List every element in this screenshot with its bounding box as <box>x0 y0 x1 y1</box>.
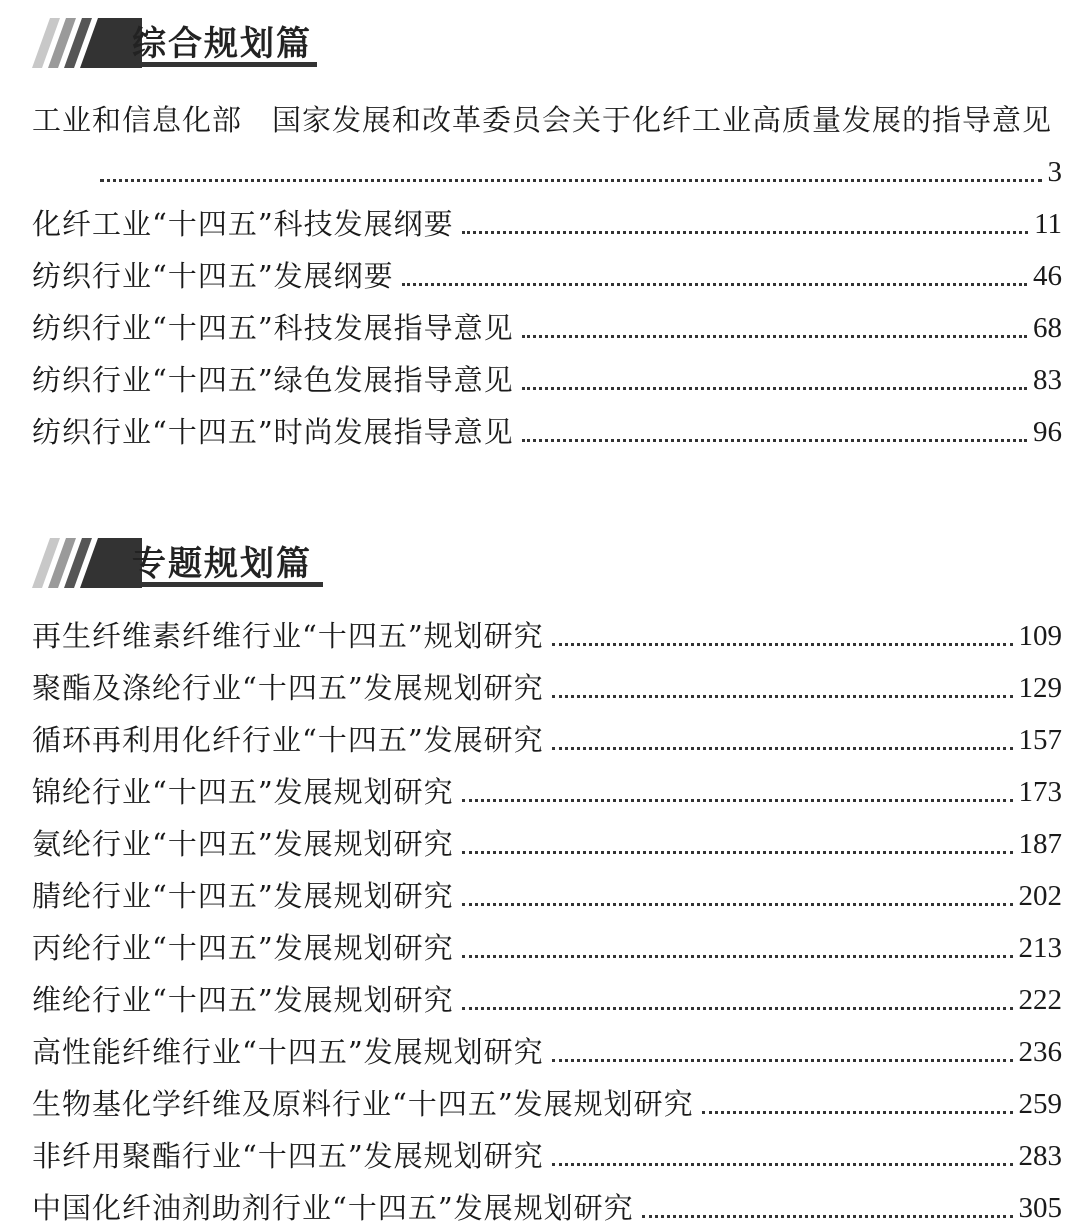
entry-page: 157 <box>1018 724 1062 756</box>
toc-entry[interactable] <box>32 308 1062 348</box>
entry-title: 非纤用聚酯行业“十四五”发展规划研究 <box>32 1139 544 1173</box>
toc-entry[interactable] <box>32 1032 1062 1072</box>
leader-dots <box>522 387 1027 390</box>
toc-entry[interactable] <box>32 1136 1062 1176</box>
toc-entry[interactable] <box>32 720 1062 760</box>
toc-entry[interactable] <box>32 256 1062 296</box>
entry-title: 纺织行业“十四五”时尚发展指导意见 <box>32 415 514 449</box>
entry-title: 锦纶行业“十四五”发展规划研究 <box>32 775 454 809</box>
entry-page: 109 <box>1018 620 1062 652</box>
entry-title: 聚酯及涤纶行业“十四五”发展规划研究 <box>32 671 544 705</box>
entry-page: 213 <box>1018 932 1062 964</box>
toc-entry[interactable] <box>32 824 1062 864</box>
entry-title: 中国化纤油剂助剂行业“十四五”发展规划研究 <box>32 1191 634 1225</box>
entry-title: 维纶行业“十四五”发展规划研究 <box>32 983 454 1017</box>
toc-entry[interactable] <box>32 668 1062 708</box>
toc-entry[interactable] <box>32 1084 1062 1124</box>
leader-dots <box>462 955 1013 958</box>
entry-page: 11 <box>1034 208 1062 240</box>
entry-page: 3 <box>1047 156 1062 188</box>
entry-title: 再生纤维素纤维行业“十四五”规划研究 <box>32 619 544 653</box>
leader-dots <box>462 799 1013 802</box>
section-header <box>0 0 1080 72</box>
entry-title: 纺织行业“十四五”发展纲要 <box>32 259 394 293</box>
entry-title: 氨纶行业“十四五”发展规划研究 <box>32 827 454 861</box>
leader-dots <box>552 695 1013 698</box>
leader-dots <box>522 439 1027 442</box>
entry-page: 129 <box>1018 672 1062 704</box>
section-general-planning <box>0 0 1080 449</box>
leader-dots <box>702 1111 1013 1114</box>
leader-dots <box>552 643 1013 646</box>
entry-title: 丙纶行业“十四五”发展规划研究 <box>32 931 454 965</box>
section-title: 专题规划篇 <box>132 544 312 584</box>
entry-page: 259 <box>1018 1088 1062 1120</box>
entry-page: 96 <box>1033 416 1062 448</box>
entry-title: 纺织行业“十四五”绿色发展指导意见 <box>32 363 514 397</box>
entry-title: 高性能纤维行业“十四五”发展规划研究 <box>32 1035 544 1069</box>
toc-entry[interactable] <box>92 152 1062 192</box>
leader-dots <box>462 231 1028 234</box>
entry-page: 83 <box>1033 364 1062 396</box>
leader-dots <box>462 903 1013 906</box>
toc-entry[interactable] <box>32 980 1062 1020</box>
leader-dots <box>100 179 1042 182</box>
entry-page: 173 <box>1018 776 1062 808</box>
leader-dots <box>462 851 1013 854</box>
stripes-icon <box>32 538 142 588</box>
leader-dots <box>552 1163 1013 1166</box>
section-special-planning <box>0 520 1080 1225</box>
entry-title: 工业和信息化部 国家发展和改革委员会关于化纤工业高质量发展的指导意见 <box>32 103 1053 137</box>
entry-page: 46 <box>1033 260 1062 292</box>
toc-entry[interactable] <box>32 1188 1062 1228</box>
entry-page: 187 <box>1018 828 1062 860</box>
toc-entry[interactable] <box>32 204 1062 244</box>
toc-entry[interactable] <box>32 412 1062 452</box>
leader-dots <box>402 283 1027 286</box>
toc-entry[interactable] <box>32 772 1062 812</box>
leader-dots <box>642 1215 1013 1218</box>
entry-title: 腈纶行业“十四五”发展规划研究 <box>32 879 454 913</box>
leader-dots <box>552 1059 1013 1062</box>
entry-page: 68 <box>1033 312 1062 344</box>
leader-dots <box>552 747 1013 750</box>
entry-title: 生物基化学纤维及原料行业“十四五”发展规划研究 <box>32 1087 694 1121</box>
toc-entry[interactable] <box>32 928 1062 968</box>
entry-page: 202 <box>1018 880 1062 912</box>
leader-dots <box>462 1007 1013 1010</box>
section-title: 综合规划篇 <box>132 24 312 64</box>
section-header <box>0 520 1080 592</box>
entry-page: 236 <box>1018 1036 1062 1068</box>
toc-entry[interactable] <box>32 100 1062 140</box>
entry-title: 循环再利用化纤行业“十四五”发展研究 <box>32 723 544 757</box>
stripes-icon <box>32 18 142 68</box>
toc-entry[interactable] <box>32 360 1062 400</box>
entry-page: 305 <box>1018 1192 1062 1224</box>
toc-entry[interactable] <box>32 616 1062 656</box>
entry-page: 283 <box>1018 1140 1062 1172</box>
entry-title: 化纤工业“十四五”科技发展纲要 <box>32 207 454 241</box>
entry-title: 纺织行业“十四五”科技发展指导意见 <box>32 311 514 345</box>
leader-dots <box>522 335 1027 338</box>
toc-entry[interactable] <box>32 876 1062 916</box>
entry-page: 222 <box>1018 984 1062 1016</box>
